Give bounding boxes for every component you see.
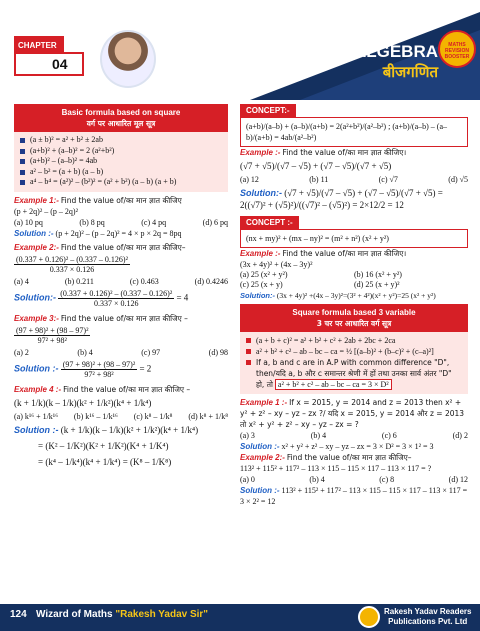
option: (b) 4 <box>77 347 93 357</box>
option: (c) 6 <box>381 431 397 440</box>
option: (d) 98 <box>208 347 228 357</box>
example-options <box>240 474 468 485</box>
solution-label: Solution :- <box>14 424 59 435</box>
box-title-hi: 3 चर पर आधारित वर्ग सूत्र <box>316 319 392 328</box>
example-question: Find the value of/का मान ज्ञात कीजिए। <box>282 148 407 157</box>
author-name: "Rakesh Yadav Sir" <box>115 609 209 620</box>
example-options <box>14 347 228 358</box>
option: (b) 0.211 <box>64 276 94 286</box>
solution-step: = (K² – 1/K²)(K² + 1/K²)(K⁴ + 1/K⁴) <box>38 440 169 451</box>
example-label: Example 2:- <box>14 242 59 252</box>
solution-step: = (k⁴ – 1/k⁴)(k⁴ + 1/k⁴) = (K⁸ – 1/K⁸) <box>38 456 172 467</box>
solution-2 <box>14 287 228 310</box>
option: (d) 6 pq <box>202 217 228 227</box>
fraction-numerator: (97 + 98)² + (98 – 97)² <box>16 325 89 335</box>
example-expression: 113² + 115² + 117² – 113 × 115 – 115 × 117 – 113 × 117 = ? <box>240 464 432 473</box>
formula-item: a² + b² + c² – ab – bc – ca = ½ [(a–b)² + (b–c)² + (c–a)²] <box>246 346 462 357</box>
three-var-solution-2 <box>240 485 468 507</box>
example-label: Example 1 :- <box>240 398 288 407</box>
example-label: Example :- <box>240 148 281 157</box>
option: (b) k¹⁶ – 1/k¹⁶ <box>73 411 118 421</box>
option: (a) 4 <box>14 276 29 286</box>
option: (a) 10 pq <box>14 217 43 227</box>
concept-example <box>240 248 468 259</box>
option: (c) 8 <box>379 475 395 484</box>
example-expression: (3x + 4y)² + (4x – 3y)² <box>240 260 313 269</box>
option: (d) 12 <box>448 475 468 484</box>
example-label: Example 1:- <box>14 195 59 205</box>
formula-item <box>246 357 462 390</box>
example-options <box>14 276 228 287</box>
formula-box-title-en: Basic formula based on square <box>61 108 181 117</box>
formula-item: (a+b)² + (a–b)² = 2 (a²+b²) <box>20 146 222 157</box>
formula-box-title <box>14 104 228 132</box>
formula-item: a⁴ – b⁴ = (a²)² – (b²)² = (a² + b²) (a – b) (a + b) <box>20 177 222 188</box>
fraction-denominator: 97² + 98² <box>37 335 67 345</box>
solution-result: = 2 <box>139 363 152 374</box>
three-var-solution-1 <box>240 441 468 452</box>
formula-box-title-hi: वर्ग पर आधारित मूल सूत्र <box>86 119 156 128</box>
solution-text: x² + y² + z² – xy – yz – zx = 3 × D² = 3 × 1² = 3 <box>281 442 434 451</box>
example-question: Find the value of/का मान ज्ञात कीजिए– <box>60 242 186 252</box>
book-title <box>36 609 208 620</box>
chapter-number: 04 <box>14 52 84 76</box>
example-question: Find the value of/का मान ज्ञात कीजिए। <box>282 249 407 258</box>
option: (b) 8 pq <box>79 217 105 227</box>
solution-expression: (√7 + √5)/(√7 – √5) + (√7 – √5)/(√7 + √5) <box>284 188 436 198</box>
example-label: Example :- <box>240 249 281 258</box>
fraction-denominator: 0.337 × 0.126 <box>49 264 95 274</box>
concept-formula: (nx + my)² + (mx – ny)² = (m² + n²) (x² + y²) <box>246 234 389 243</box>
option: (b) 4 <box>310 431 327 440</box>
example-4 <box>14 384 228 395</box>
example-question: Find the value of/का मान ज्ञात कीजिए <box>60 195 182 205</box>
solution-1 <box>14 228 228 239</box>
book-name: Wizard of Maths <box>36 609 113 620</box>
formula-list <box>14 132 228 192</box>
option: (d) √5 <box>448 175 468 184</box>
option: (a) 0 <box>240 475 255 484</box>
example-label: Example 2:- <box>240 453 285 462</box>
revision-booster-badge-icon: MATHS REVISION BOOSTER <box>438 30 476 68</box>
highlighted-formula: a² + b² + c² – ab – bc – ca = 3 × D² <box>275 379 392 390</box>
option: (d) k⁸ + 1/k⁸ <box>188 411 228 421</box>
option: (a) 12 <box>240 175 259 184</box>
concept-label: CONCEPT:- <box>240 104 296 117</box>
concept-solution <box>240 185 468 213</box>
example-question: Find the value of/का मान ज्ञात कीजिए– <box>286 453 412 462</box>
option: (c) 4 pq <box>141 217 167 227</box>
solution-result: = 4 <box>176 292 189 303</box>
three-var-example-1 <box>240 397 468 430</box>
fraction-denominator: 0.337 × 0.126 <box>93 298 139 308</box>
example-options <box>240 430 468 441</box>
option: (b) 16 (x² + y²) <box>354 270 402 279</box>
solution-label: Solution :- <box>240 486 280 495</box>
example-question: Find the value of/का मान ज्ञात कीजिए – <box>63 384 191 394</box>
example-options <box>14 411 228 422</box>
example-2 <box>14 242 228 253</box>
right-column <box>240 104 468 507</box>
author-photo <box>100 30 156 88</box>
publisher-logo-icon <box>358 606 380 628</box>
example-3 <box>14 313 228 324</box>
solution-4 <box>14 422 228 438</box>
concept-example <box>240 147 468 158</box>
option: (c) 97 <box>141 347 161 357</box>
solution-text: (k + 1/k)(k – 1/k)(k² + 1/k²)(k⁴ + 1/k⁴) <box>60 424 199 435</box>
option: (d) 0.4246 <box>194 276 228 286</box>
chapter-title: ALGEBRA <box>353 42 438 61</box>
three-variable-formulas <box>240 332 468 394</box>
option: (b) 11 <box>309 175 329 184</box>
solution-text: 113² + 115² + 117² – 113 × 115 – 115 × 117 – 113 × 117 = 3 × 2² = 12 <box>240 486 468 506</box>
solution-label: Solution:- <box>240 291 275 300</box>
example-options <box>14 217 228 228</box>
option: (a) 2 <box>14 347 29 357</box>
three-var-example-2 <box>240 452 468 463</box>
formula-item: (a + b + c)² = a² + b² + c² + 2ab + 2bc + 2ca <box>246 335 462 346</box>
fraction-numerator: (0.337 + 0.126)² – (0.337 – 0.126)² <box>60 288 173 298</box>
example-label: Example 3:- <box>14 313 59 323</box>
fraction-numerator: (0.337 + 0.126)² – (0.337 – 0.126)² <box>16 254 128 264</box>
example-expression <box>14 324 228 347</box>
example-expression: (k + 1/k)(k – 1/k)(k² + 1/k²)(k⁴ + 1/k⁴) <box>14 397 152 408</box>
option: (d) 25 (x + y)² <box>354 280 400 289</box>
example-label: Example 4 :- <box>14 384 62 394</box>
solution-label: Solution :- <box>14 228 54 238</box>
concept-formula-box <box>240 117 468 147</box>
option: (a) 3 <box>240 431 255 440</box>
solution-label: Solution:- <box>14 292 56 303</box>
box-title-en: Square formula based 3 variable <box>292 308 416 317</box>
option: (c) k⁸ – 1/k⁸ <box>133 411 173 421</box>
publisher-line-1: Rakesh Yadav Readers <box>384 607 472 616</box>
publisher-name <box>384 607 471 627</box>
example-1 <box>14 195 228 206</box>
example-question: If x = 2015, y = 2014 and z = 2013 then x² + y² + z² – xy – yz – zx ?/ यदि x = 2015, y = 2014 और z = 2013 तो x² + y² + z² – xy – yz – zx = ? <box>240 398 465 429</box>
solution-label: Solution:- <box>240 188 282 198</box>
example-expression: (√7 + √5)/(√7 – √5) + (√7 – √5)/(√7 + √5) <box>240 161 392 171</box>
example-options <box>240 174 468 185</box>
solution-label: Solution :- <box>240 442 280 451</box>
option: (c) 0.463 <box>129 276 159 286</box>
fraction-numerator: (97 + 98)² + (98 – 97)² <box>62 359 136 369</box>
formula-condition: If a, b and c are in A.P with common difference "D", then/यदि a, b और c समान्तर श्रेणी में हों तथा उनका सार्व अंतर "D" हो, तो <box>256 358 452 389</box>
chapter-title-hindi: बीजगणित <box>382 63 438 81</box>
example-expression <box>14 253 228 276</box>
option: (a) 25 (x² + y²) <box>240 270 288 279</box>
option: (c) 25 (x + y) <box>240 280 283 289</box>
option: (b) 4 <box>309 475 325 484</box>
example-options <box>240 270 468 290</box>
solution-text: = 2((√7)² + (√5)²)/((√7)² – (√5)²) = 2×12/2 = 12 <box>240 188 443 210</box>
chapter-label: CHAPTER <box>14 36 64 54</box>
concept-formula: (a+b)/(a–b) + (a–b)/(a+b) = 2(a²+b²)/(a²–b²) ; (a+b)/(a–b) – (a–b)/(a+b) = 4ab/(a²–b²) <box>246 122 448 142</box>
option: (a) k¹⁶ + 1/k¹⁶ <box>14 411 58 421</box>
formula-item: (a ± b)² = a² + b² ± 2ab <box>20 135 222 146</box>
concept-formula-box <box>240 229 468 248</box>
solution-label: Solution :- <box>14 363 59 374</box>
option: (c) √7 <box>378 175 398 184</box>
three-variable-box-title <box>240 304 468 332</box>
page-number: 124 <box>10 609 27 620</box>
left-column <box>14 104 228 470</box>
example-expression: (p + 2q)² – (p – 2q)² <box>14 206 78 216</box>
solution-text: (3x + 4y)² +(4x – 3y)²=(3² + 4²)(x² + y²)=25 (x² + y²) <box>276 291 436 300</box>
publisher-line-2: Publications Pvt. Ltd <box>388 617 468 626</box>
concept-solution <box>240 290 468 301</box>
formula-item: a² – b² = (a + b) (a – b) <box>20 167 222 178</box>
example-question: Find the value of/का मान ज्ञात कीजिए – <box>60 313 188 323</box>
solution-3 <box>14 358 228 381</box>
formula-item: (a+b)² – (a–b)² = 4ab <box>20 156 222 167</box>
concept-label: CONCEPT :- <box>240 216 299 229</box>
solution-text: (p + 2q)² – (p – 2q)² = 4 × p × 2q = 8pq <box>55 228 182 238</box>
option: (d) 2 <box>452 431 468 440</box>
fraction-denominator: 97² + 98² <box>84 369 114 379</box>
